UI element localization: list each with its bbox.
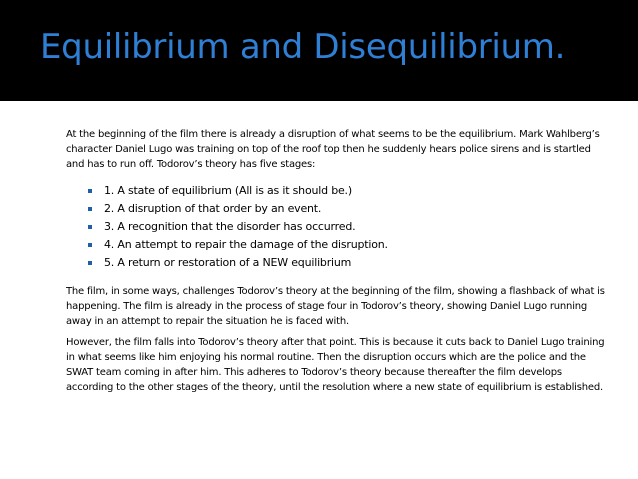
list-item — [88, 182, 606, 200]
stage-text: 3. A recognition that the disorder has occurred. — [104, 220, 356, 233]
title-bar — [0, 0, 638, 101]
conclusion-paragraph: However, the film falls into Todorov’s theory after that point. This is because it cuts back to Daniel Lugo training in what seems like him enjoying his normal routine. Then the disruption occurs which are the police and the SWAT team coming in after him. This adheres to Todorov’s theory because thereafter the film develops according to the other stages of the theory, until the resolution where a new state of equilibrium is established. — [66, 337, 605, 393]
stages-list — [88, 182, 606, 272]
list-item — [88, 254, 606, 272]
list-item — [88, 236, 606, 254]
intro-paragraph: At the beginning of the film there is already a disruption of what seems to be the equilibrium. Mark Wahlberg’s character Daniel Lugo was training on top of the roof top then he suddenly hears police sirens and is startled and has to run off. Todorov’s theory has five stages: — [66, 129, 600, 170]
stage-text: 4. An attempt to repair the damage of the disruption. — [104, 238, 388, 251]
bullet-icon — [88, 225, 92, 229]
list-item — [88, 218, 606, 236]
stage-text: 5. A return or restoration of a NEW equilibrium — [104, 256, 352, 269]
slide-title: Equilibrium and Disequilibrium. — [40, 27, 566, 67]
bullet-icon — [88, 189, 92, 193]
list-item — [88, 200, 606, 218]
bullet-icon — [88, 243, 92, 247]
stage-text: 1. A state of equilibrium (All is as it should be.) — [104, 184, 352, 197]
slide-body — [66, 127, 606, 401]
bullet-icon — [88, 261, 92, 265]
bullet-icon — [88, 207, 92, 211]
stage-text: 2. A disruption of that order by an event. — [104, 202, 322, 215]
challenge-paragraph: The film, in some ways, challenges Todorov’s theory at the beginning of the film, showing a flashback of what is happening. The film is already in the process of stage four in Todorov’s theory, showing Daniel Lugo running away in an attempt to repair the situation he is faced with. — [66, 286, 605, 327]
